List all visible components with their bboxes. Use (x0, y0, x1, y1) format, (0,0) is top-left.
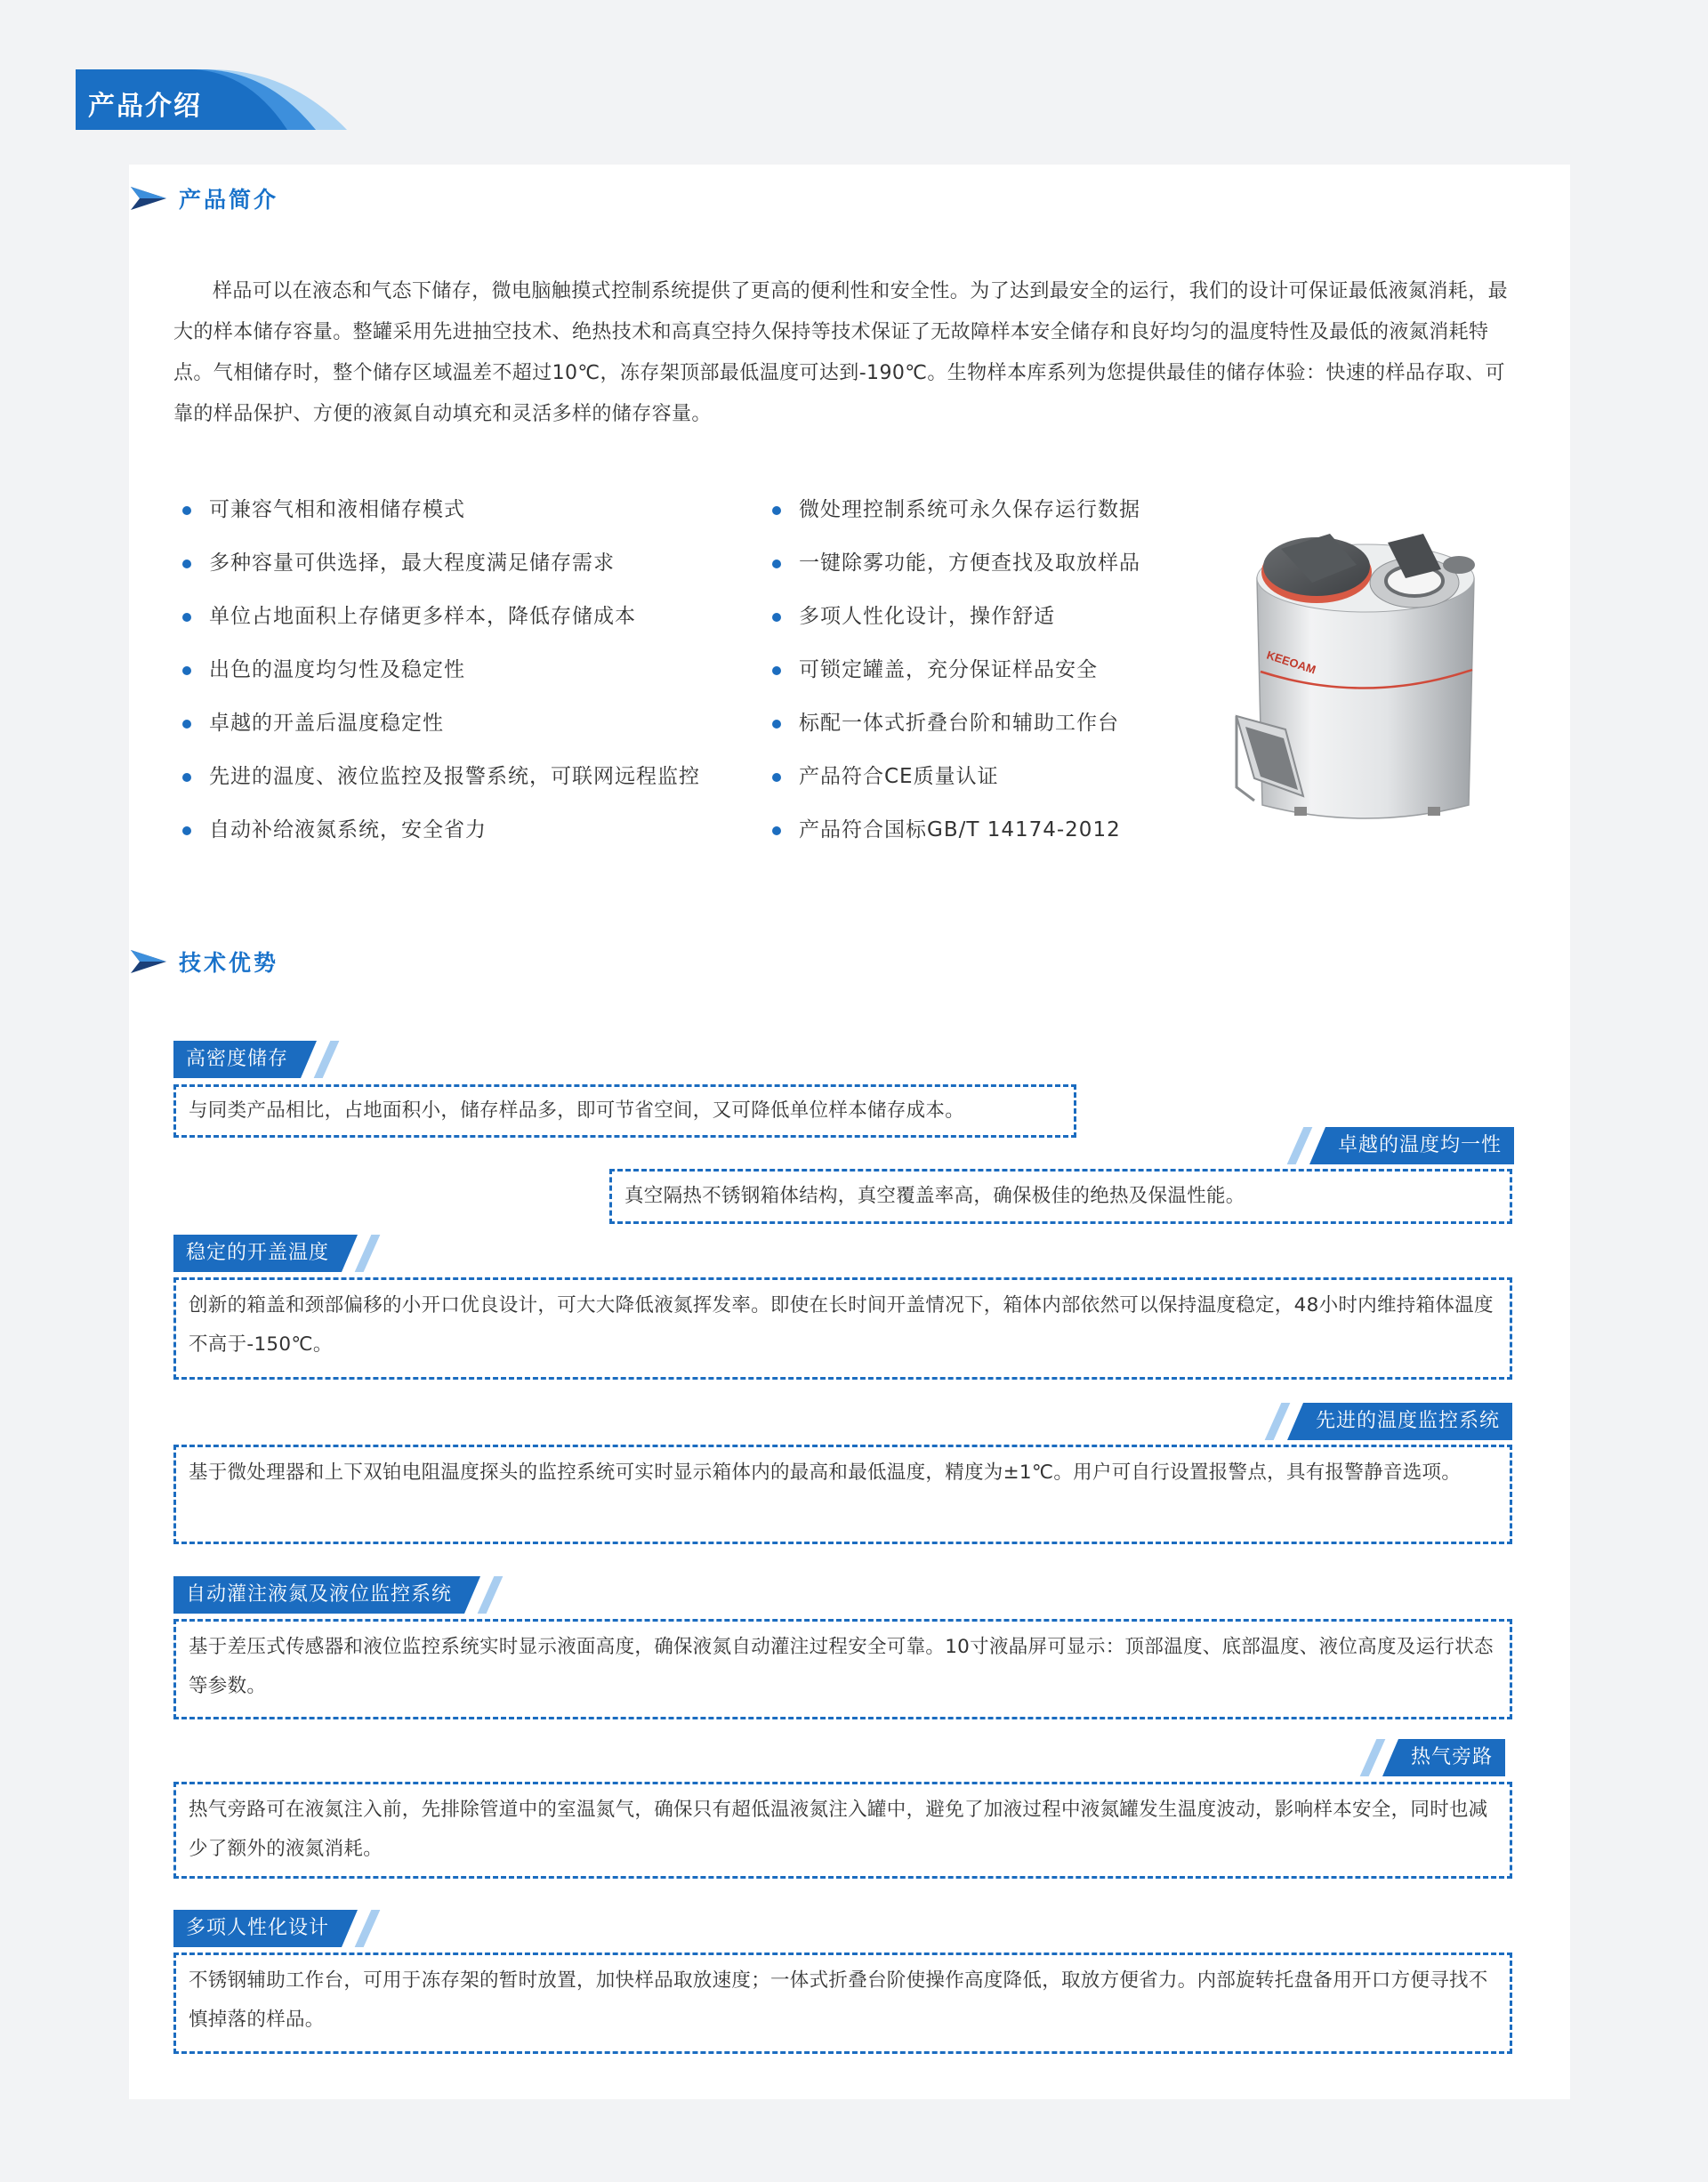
list-item: 标配一体式折叠台阶和辅助工作台 (772, 703, 1140, 756)
advantage-box: 真空隔热不锈钢箱体结构，真空覆盖率高，确保极佳的绝热及保温性能。 (609, 1169, 1512, 1224)
advantage-tag: 稳定的开盖温度 (173, 1235, 342, 1272)
list-item: 产品符合国标GB/T 14174-2012 (772, 809, 1140, 863)
feature-list-right (772, 489, 1140, 863)
list-item: 可锁定罐盖，充分保证样品安全 (772, 649, 1140, 703)
advantage-box: 不锈钢辅助工作台，可用于冻存架的暂时放置，加快样品取放速度；一体式折叠台阶使操作高度降低，取放方便省力。内部旋转托盘备用开口方便寻找不慎掉落的样品。 (173, 1953, 1512, 2054)
advantage-tag: 热气旁路 (1398, 1739, 1505, 1776)
advantage-box: 创新的箱盖和颈部偏移的小开口优良设计，可大大降低液氮挥发率。即使在长时间开盖情况下，箱体内部依然可以保持温度稳定，48小时内维持箱体温度不高于-150℃。 (173, 1277, 1512, 1380)
arrow-icon (129, 185, 168, 212)
section-heading-intro (129, 181, 278, 216)
feature-list-left (182, 489, 700, 863)
list-item: 卓越的开盖后温度稳定性 (182, 703, 700, 756)
list-item: 出色的温度均匀性及稳定性 (182, 649, 700, 703)
list-item: 自动补给液氮系统，安全省力 (182, 809, 700, 863)
advantage-box: 与同类产品相比，占地面积小，储存样品多，即可节省空间，又可降低单位样本储存成本。 (173, 1084, 1076, 1138)
advantage-tag: 多项人性化设计 (173, 1910, 342, 1947)
brand-label: KEEOAM (1265, 648, 1317, 677)
section-heading-advantages (129, 944, 278, 979)
advantage-box: 热气旁路可在液氮注入前，先排除管道中的室温氮气，确保只有超低温液氮注入罐中，避免了加液过程中液氮罐发生温度波动，影响样本安全，同时也减少了额外的液氮消耗。 (173, 1782, 1512, 1879)
list-item: 先进的温度、液位监控及报警系统，可联网远程监控 (182, 756, 700, 809)
product-image (1232, 494, 1499, 845)
advantage-tag: 卓越的温度均一性 (1325, 1127, 1514, 1164)
list-item: 一键除雾功能，方便查找及取放样品 (772, 543, 1140, 596)
section-heading-label: 技术优势 (179, 950, 279, 976)
advantage-tag: 高密度储存 (173, 1041, 301, 1078)
advantage-box: 基于微处理器和上下双铂电阻温度探头的监控系统可实时显示箱体内的最高和最低温度，精度为±1℃。用户可自行设置报警点，具有报警静音选项。 (173, 1445, 1512, 1544)
list-item: 微处理控制系统可永久保存运行数据 (772, 489, 1140, 543)
header-banner (76, 69, 347, 132)
advantage-tag: 先进的温度监控系统 (1303, 1403, 1512, 1440)
page-title: 产品介绍 (88, 91, 202, 122)
list-item: 产品符合CE质量认证 (772, 756, 1140, 809)
list-item: 单位占地面积上存储更多样本，降低存储成本 (182, 596, 700, 649)
advantage-box: 基于差压式传感器和液位监控系统实时显示液面高度，确保液氮自动灌注过程安全可靠。10寸液晶屏可显示：顶部温度、底部温度、液位高度及运行状态等参数。 (173, 1619, 1512, 1719)
section-heading-label: 产品简介 (179, 187, 279, 213)
list-item: 多项人性化设计，操作舒适 (772, 596, 1140, 649)
arrow-icon (129, 948, 168, 975)
list-item: 多种容量可供选择，最大程度满足储存需求 (182, 543, 700, 596)
list-item: 可兼容气相和液相储存模式 (182, 489, 700, 543)
intro-paragraph: 样品可以在液态和气态下储存，微电脑触摸式控制系统提供了更高的便利性和安全性。为了达到最安全的运行，我们的设计可保证最低液氮消耗，最大的样本储存容量。整罐采用先进抽空技术、绝热技术和高真空持久保持等技术保证了无故障样本安全储存和良好均匀的温度特性及最低的液氮消耗特点。气相储存时，整个储存区域温差不超过10℃，冻存架顶部最低温度可达到-190℃。生物样本库系列为您提供最佳的储存体验：快速的样品存取、可靠的样品保护、方便的液氮自动填充和灵活多样的储存容量。 (173, 280, 1509, 425)
advantage-tag: 自动灌注液氮及液位监控系统 (173, 1576, 464, 1614)
